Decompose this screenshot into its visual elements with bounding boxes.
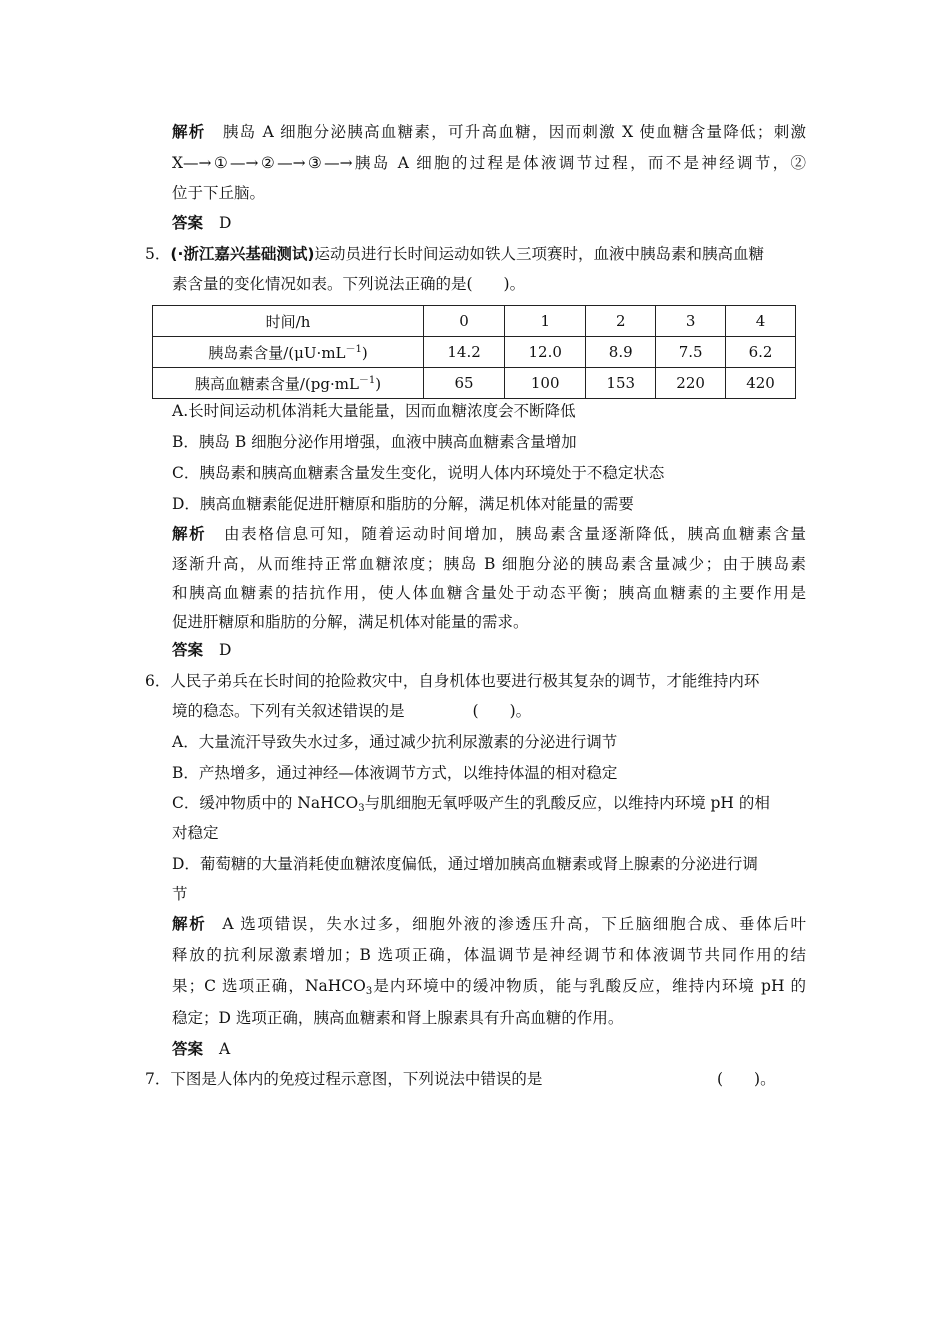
analysis-label: 解析 [172,123,206,141]
q6-option-a: A．大量流汗导致失水过多，通过减少抗利尿激素的分泌进行调节 [172,733,618,751]
q7-stem [145,1068,542,1090]
table-cell: 6.2 [726,337,796,368]
q5-analysis-line-2: 逐渐升高，从而维持正常血糖浓度；胰岛 B 细胞分泌的胰岛素含量减少；由于胰岛素 [172,555,806,573]
row-label: 胰岛素含量$/(\mu U\cdot mL^{-1})$ [153,337,424,368]
q5-option-b: B．胰岛 B 细胞分泌作用增强，血液中胰高血糖素含量增加 [172,433,577,451]
q5-option-a: A.长时间运动机体消耗大量能量，因而血糖浓度会不断降低 [172,402,576,420]
table-cell: 7.5 [656,337,726,368]
answer-label: 答案 [172,214,204,232]
q6-stem-line-1 [145,670,759,692]
answer-blank: ( )。 [472,702,532,720]
table-cell: 14.2 [424,337,505,368]
q5-analysis-line-4: 促进肝糖原和脂肪的分解，满足机体对能量的需求。 [172,613,529,631]
table-header-row [153,306,796,337]
question-number: 5． [145,245,171,263]
q6-option-d-cont: 节 [172,885,188,903]
q4-answer [172,212,231,234]
question-stem: 人民子弟兵在长时间的抢险救灾中，自身机体也要进行极其复杂的调节，才能维持内环 [170,672,760,690]
table-header-cell: 1 [505,306,586,337]
analysis-label: 解析 [172,915,207,933]
q6-analysis-line-1 [172,913,806,935]
q6-option-b: B．产热增多，通过神经—体液调节方式，以维持体温的相对稳定 [172,764,618,782]
q4-analysis-line-2: X—→①—→②—→③—→胰岛 A 细胞的过程是体液调节过程，而不是神经调节，② [172,154,806,172]
q5-stem-line-1 [145,243,764,265]
q5-option-d: D．胰高血糖素能促进肝糖原和脂肪的分解，满足机体对能量的需要 [172,495,634,513]
table-cell: 153 [586,368,656,399]
table-row [153,337,796,368]
answer-value: D [219,214,232,232]
table-cell: 8.9 [586,337,656,368]
table-cell: 220 [656,368,726,399]
table-header-cell: 2 [586,306,656,337]
q6-analysis-line-2: 释放的抗利尿激素增加；B 选项正确，体温调节是神经调节和体液调节共同作用的结 [172,946,806,964]
table-row [153,368,796,399]
table-cell: 12.0 [505,337,586,368]
q5-answer [172,639,231,661]
answer-label: 答案 [172,1040,204,1058]
question-source: (·浙江嘉兴基础测试) [170,245,315,263]
table-header-cell: 时间/h [153,306,424,337]
q5-analysis-line-3: 和胰高血糖素的拮抗作用，使人体血糖含量处于动态平衡；胰高血糖素的主要作用是 [172,584,806,602]
data-table [152,305,796,399]
q5-option-c: C．胰岛素和胰高血糖素含量发生变化，说明人体内环境处于不稳定状态 [172,464,665,482]
table-header-cell: 4 [726,306,796,337]
question-stem: 下图是人体内的免疫过程示意图，下列说法中错误的是 [170,1070,543,1088]
table-header-cell: 3 [656,306,726,337]
q6-option-c-cont: 对稳定 [172,824,219,842]
question-stem: 运动员进行长时间运动如铁人三项赛时，血液中胰岛素和胰高血糖 [314,245,764,263]
answer-value: D [219,641,232,659]
table-cell: 65 [424,368,505,399]
analysis-text: 由表格信息可知，随着运动时间增加，胰岛素含量逐渐降低，胰高血糖素含量 [222,525,806,543]
analysis-label: 解析 [172,525,207,543]
q6-answer [172,1038,230,1060]
answer-blank: ( )。 [717,1070,776,1088]
q6-option-d: D．葡萄糖的大量消耗使血糖浓度偏低，通过增加胰高血糖素或肾上腺素的分泌进行调 [172,855,758,873]
table-header-cell: 0 [424,306,505,337]
table-cell: 100 [505,368,586,399]
q5-stem-line-2: 素含量的变化情况如表。下列说法正确的是( )。 [172,275,526,293]
q6-stem-line-2: 境的稳态。下列有关叙述错误的是 ( )。 [172,702,532,720]
analysis-text: A 选项错误，失水过多，细胞外液的渗透压升高，下丘脑细胞合成、垂体后叶 [222,915,806,933]
q4-analysis-line-3: 位于下丘脑。 [172,184,266,202]
q5-analysis-line-1 [172,523,806,545]
q4-analysis-line-1 [172,121,806,143]
q6-option-c: C．缓冲物质中的 NaHCO$_3$与肌细胞无氧呼吸产生的乳酸反应，以维持内环境 pH 的相 [172,794,770,814]
question-number: 6． [145,672,171,690]
q6-analysis-line-3: 果；C 选项正确，NaHCO$_3$是内环境中的缓冲物质，能与乳酸反应，维持内环境 pH 的 [172,977,806,997]
table-cell: 420 [726,368,796,399]
analysis-text: 胰岛 A 细胞分泌胰高血糖素，可升高血糖，因而刺激 X 使血糖含量降低；刺激 [221,123,806,141]
answer-value: A [219,1040,231,1058]
q6-analysis-line-4: 稳定；D 选项正确，胰高血糖素和肾上腺素具有升高血糖的作用。 [172,1009,624,1027]
question-number: 7． [145,1070,171,1088]
row-label: 胰高血糖素含量$/(pg\cdot mL^{-1})$ [153,368,424,399]
answer-label: 答案 [172,641,204,659]
